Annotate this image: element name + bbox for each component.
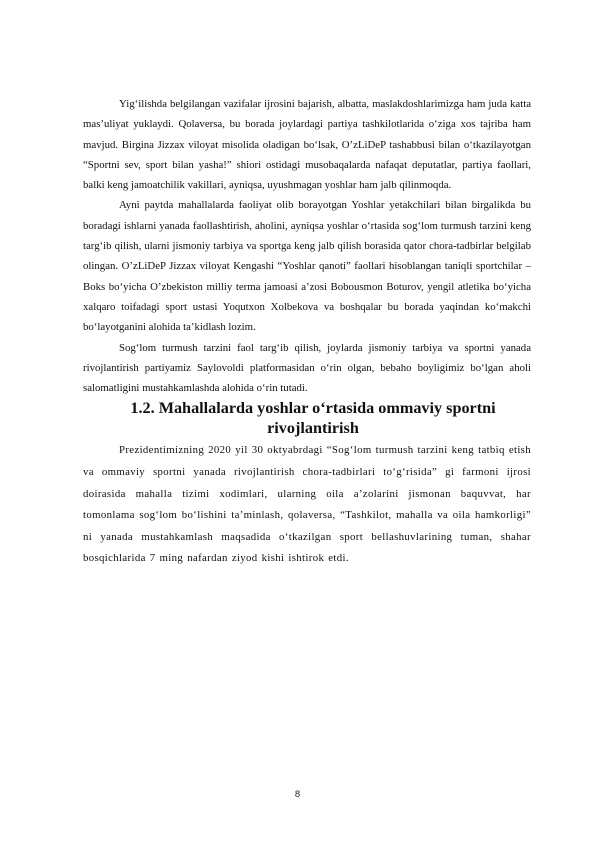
paragraph-1: Yig‘ilishda belgilangan vazifalar ijrosini bajarish, albatta, maslakdoshlarimizga ham juda katta mas’uliyat yuklaydi. Qolaversa, bu borada joylardagi partiya tashkilotlarida o‘ziga xos tajriba ham mavjud. Birgina Jizzax viloyat misolida oladigan bo‘lsak, O’zLiDeP tashabbusi bilan o‘tkazilayotgan “Sportni sev, sport bilan yasha!” shiori ostidagi musobaqalarda nafaqat deputatlar, partiya faollari, balki keng jamoatchilik vakillari, ayniqsa, uyushmagan yoshlar ham jalb qilinmoqda.: [83, 98, 531, 192]
page-body: [83, 94, 531, 570]
paragraph-2: Ayni paytda mahallalarda faoliyat olib borayotgan Yoshlar yetakchilari bilan birgalikda bu boradagi ishlarni yanada faollashtirish, aholini, ayniqsa yoshlar o‘rtasida sog‘lom turmush tarzini keng targ‘ib qilish, ularni jismoniy tarbiya va sportga keng jalb qilish borasida qator chora-tadbirlar belgilab olingan. O’zLiDeP Jizzax viloyat Kengashi “Yoshlar qanoti” faollari hisoblangan taniqli sportchilar – Boks bo‘yicha O’zbekiston milliy terma jamoasi a’zosi Bobousmon Boturov, yengil atletika bo‘yicha xalqaro toifadagi sport ustasi Yoqutxon Xolbekova va boshqalar bu borada yaqindan ko‘makchi bo‘layotganini alohida ta’kidlash lozim.: [83, 199, 531, 334]
paragraph-4: Prezidentimizning 2020 yil 30 oktyabrdagi “Sog‘lom turmush tarzini keng tatbiq etish va ommaviy sportni yanada rivojlantirish chora-tadbirlari to‘g‘risida” gi farmoni ijrosi doirasida mahalla tizimi xodimlari, ularning oila a’zolarini jismonan baquvvat, har tomonlama sog‘lom bo‘lishini ta’minlash, qolaversa, “Tashkilot, mahalla va oila hamkorligi” ni yanada mustahkamlash maqsadida o‘tkazilgan sport bellashuvlarining tuman, shahar bosqichlarida 7 ming nafardan ziyod kishi ishtirok etdi.: [83, 444, 531, 565]
page-number: 8: [294, 789, 301, 800]
paragraph-3: Sog‘lom turmush tarzini faol targ‘ib qilish, joylarda jismoniy tarbiya va sportni yanada rivojlantirish partiyamiz Saylovoldi platformasidan o‘rin olgan, bebaho boyligimiz bo‘lgan aholi salomatligini mustahkamlashda alohida o‘rin tutadi.: [83, 341, 531, 395]
section-heading: 1.2. Mahallalarda yoshlar o‘rtasida ommaviy sportni rivojlantirish: [130, 399, 496, 438]
